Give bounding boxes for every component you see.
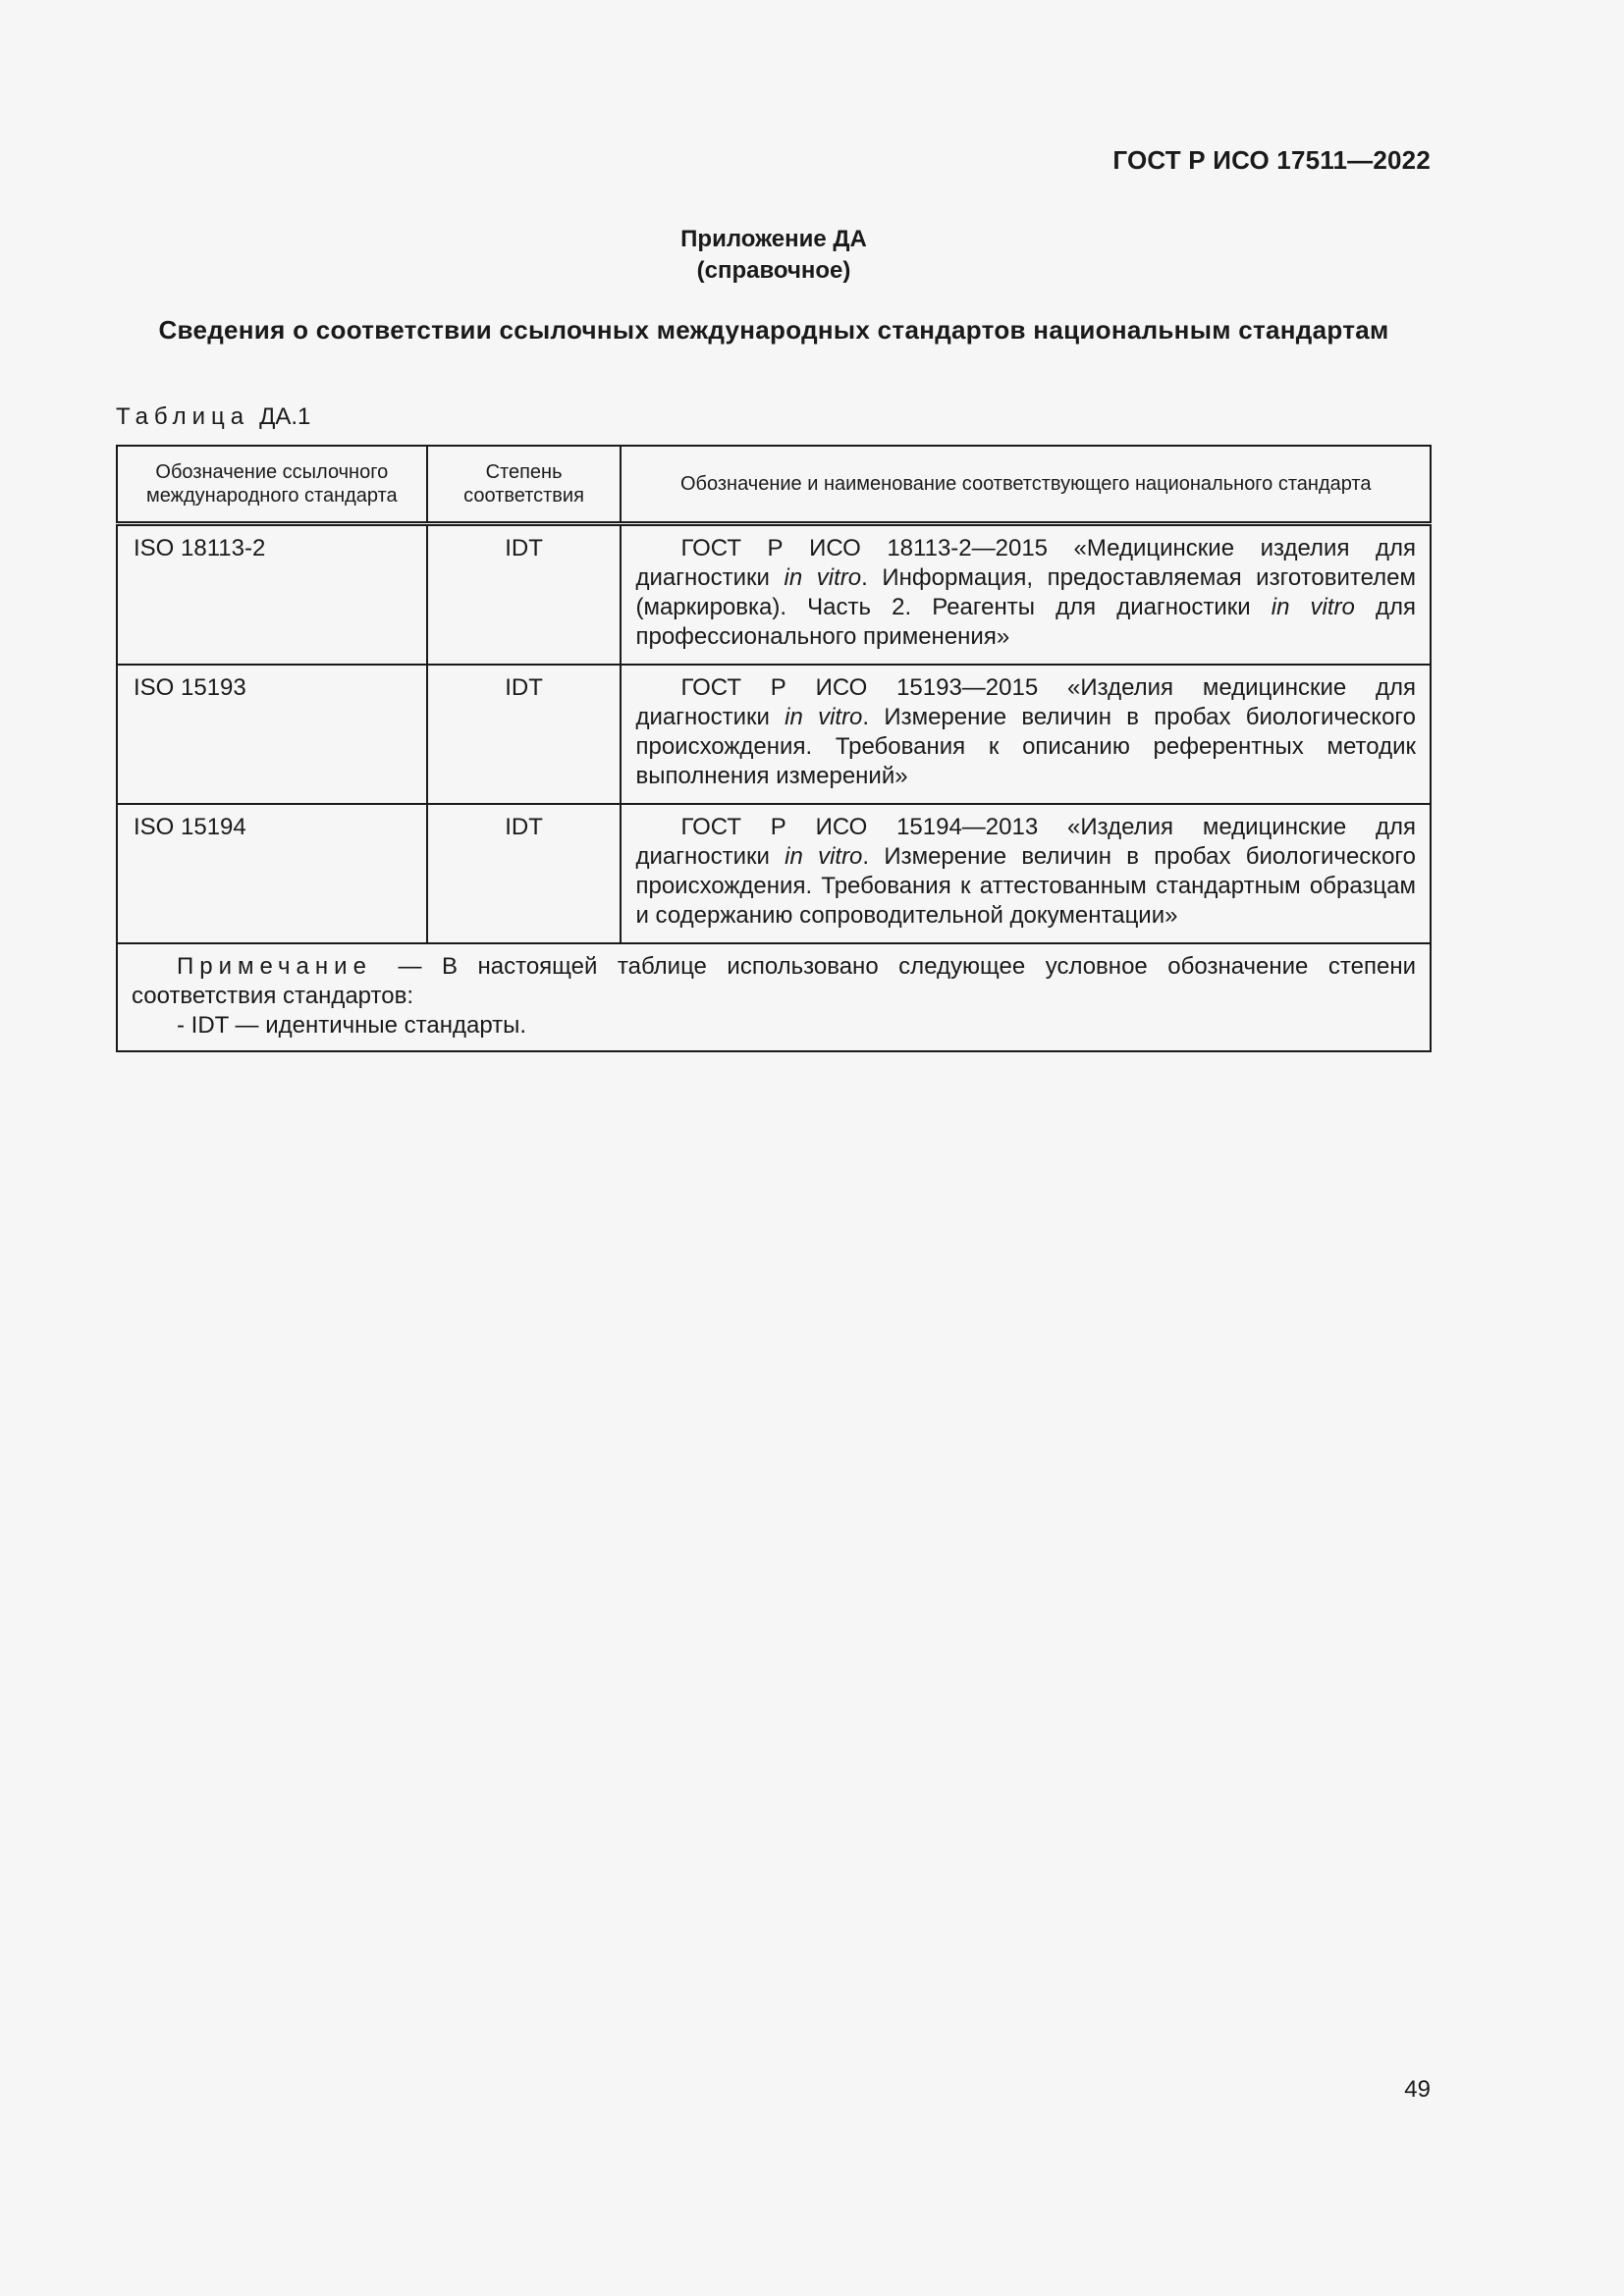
note-text: — В настоящей таблице использовано следующее условное обозначение степени соответствия стандартов:	[132, 953, 1416, 1009]
appendix-subtitle: (справочное)	[696, 257, 851, 284]
intl-standard-code: ISO 18113-2	[117, 524, 427, 666]
name-italic-text: in vitro	[784, 564, 862, 591]
table-row	[117, 804, 1431, 943]
column-header-degree: Степень соответствия	[427, 446, 622, 524]
name-text: . Измерение величин в пробах биологического происхождения. Требования к аттестованным стандартным образцам и содержанию сопроводительной документации»	[635, 843, 1416, 929]
degree-of-correspondence: IDT	[427, 524, 622, 666]
name-text: ГОСТ Р ИСО 15194—2013 «Изделия медицинские для диагностики	[635, 814, 1416, 870]
national-standard-name	[621, 524, 1431, 666]
section-heading: Сведения о соответствии ссылочных международных стандартов национальным стандартам	[158, 315, 1389, 345]
table-header-row	[117, 446, 1431, 524]
document-code: ГОСТ Р ИСО 17511—2022	[1112, 145, 1431, 175]
note-label: Примечание	[177, 953, 372, 980]
table-note	[117, 943, 1431, 1051]
national-standard-name	[621, 665, 1431, 804]
degree-of-correspondence: IDT	[427, 804, 622, 943]
appendix-title-block	[0, 224, 1547, 287]
intl-standard-code: ISO 15193	[117, 665, 427, 804]
table-caption-number: ДА.1	[259, 403, 311, 430]
note-list-item: - IDT — идентичные стандарты.	[177, 1012, 527, 1039]
name-text: ГОСТ Р ИСО 15193—2015 «Изделия медицинские для диагностики	[635, 674, 1416, 730]
name-italic-text: in vitro	[785, 843, 863, 870]
name-text: . Измерение величин в пробах биологического происхождения. Требования к описанию референтных методик выполнения измерений»	[635, 704, 1416, 789]
column-header-intl-standard: Обозначение ссылочного международного стандарта	[117, 446, 427, 524]
table-note-row	[117, 943, 1431, 1051]
name-text: . Информация, предоставляемая изготовителем (маркировка). Часть 2. Реагенты для диагностики	[635, 564, 1416, 620]
page-number: 49	[1404, 2076, 1431, 2103]
intl-standard-code: ISO 15194	[117, 804, 427, 943]
table-row	[117, 665, 1431, 804]
table-caption-label: Таблица	[116, 403, 250, 430]
table-row	[117, 524, 1431, 666]
column-header-national-standard: Обозначение и наименование соответствующего национального стандарта	[621, 446, 1431, 524]
national-standard-name	[621, 804, 1431, 943]
degree-of-correspondence: IDT	[427, 665, 622, 804]
name-text: для профессионального применения»	[635, 594, 1417, 650]
table-caption	[116, 403, 310, 431]
appendix-title: Приложение ДА	[680, 226, 867, 252]
name-italic-text: in vitro	[785, 704, 863, 730]
name-text: ГОСТ Р ИСО 18113-2—2015 «Медицинские изделия для диагностики	[635, 535, 1416, 591]
note-paragraph	[132, 952, 1416, 1011]
reference-standards-table	[116, 445, 1432, 1052]
name-italic-text: in vitro	[1271, 594, 1355, 620]
